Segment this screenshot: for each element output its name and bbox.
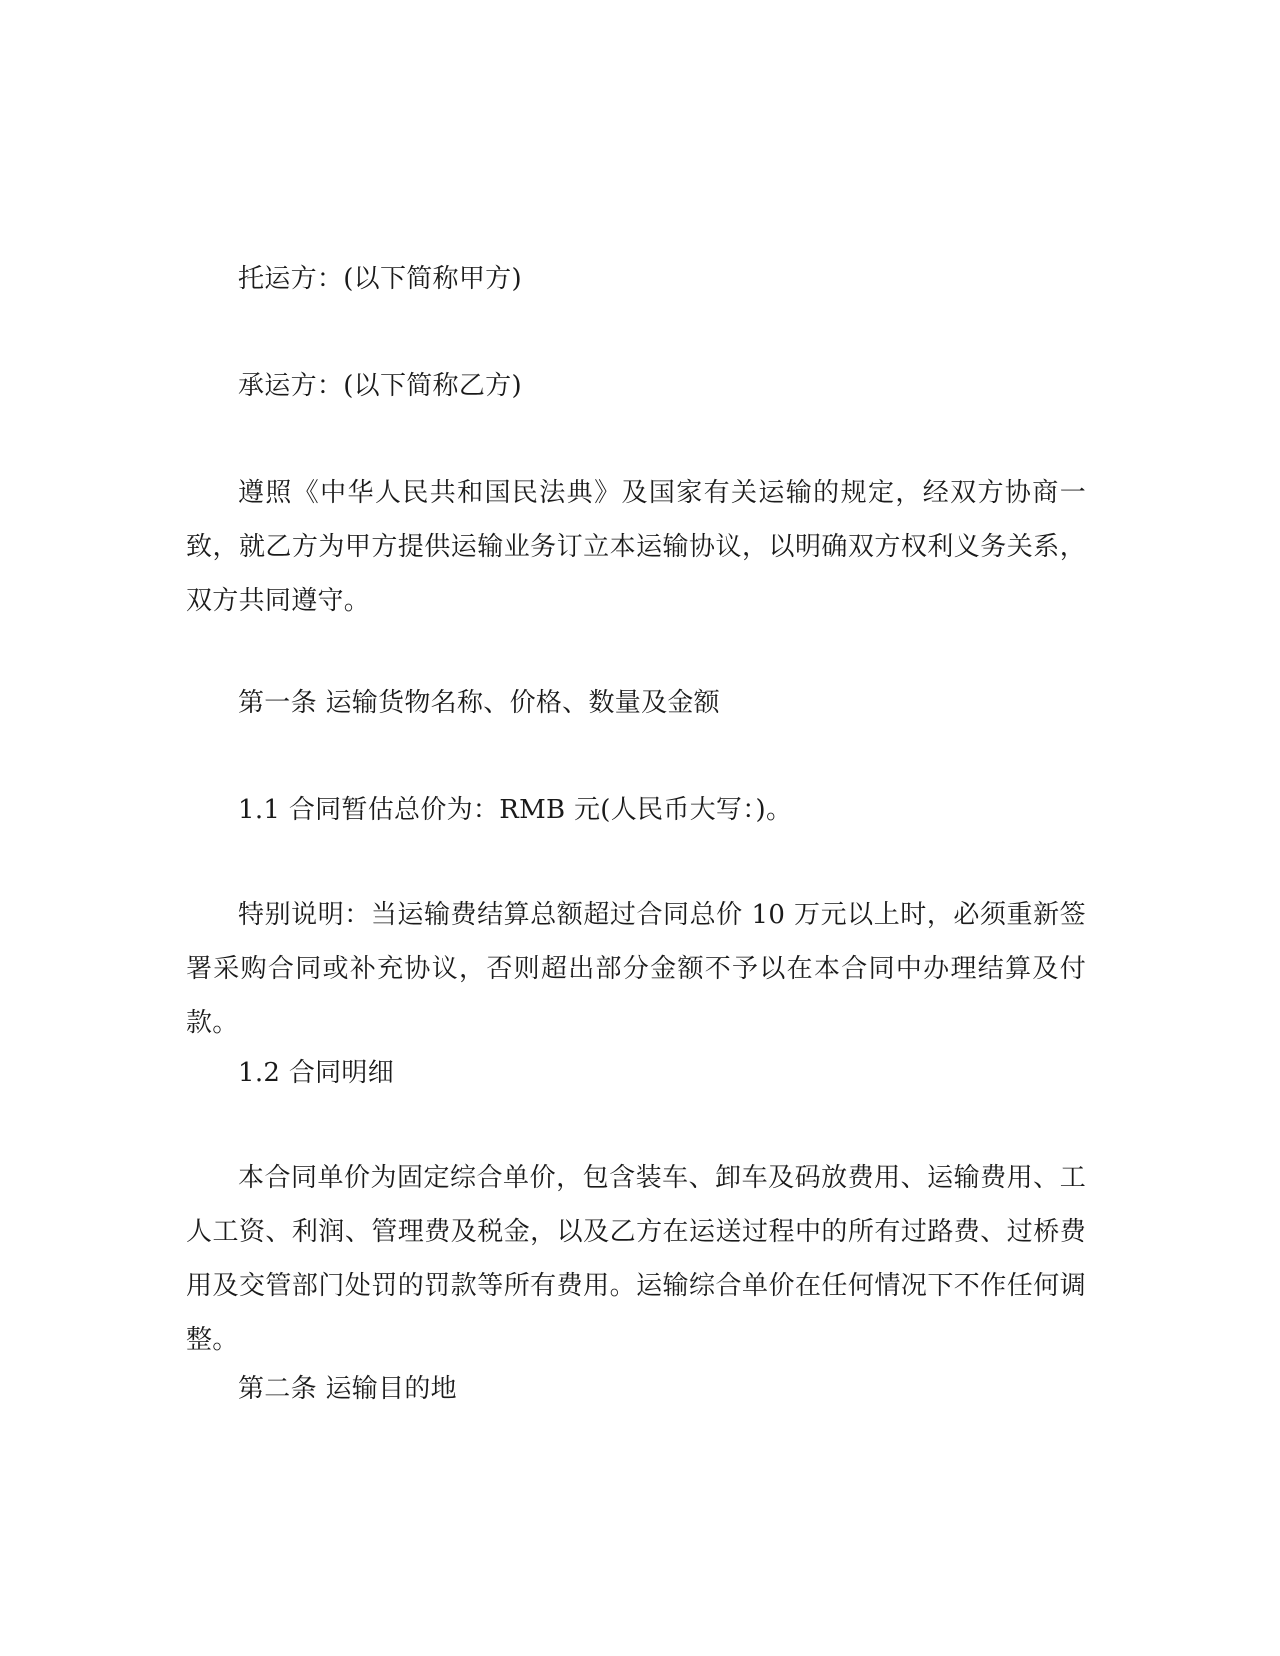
special-note-paragraph: 特别说明：当运输费结算总额超过合同总价 10 万元以上时，必须重新签署采购合同或补充协议，否则超出部分金额不予以在本合同中办理结算及付款。 [186, 900, 1086, 1038]
article-2-heading: 第二条 运输目的地 [238, 1374, 457, 1404]
carrier-line: 承运方：(以下简称乙方) [238, 371, 522, 401]
article-1-heading: 第一条 运输货物名称、价格、数量及金额 [238, 688, 720, 718]
unit-price-paragraph: 本合同单价为固定综合单价，包含装车、卸车及码放费用、运输费用、工人工资、利润、管理费及税金，以及乙方在运送过程中的所有过路费、过桥费用及交管部门处罚的罚款等所有费用。运输综合单价在任何情况下不作任何调整。 [186, 1163, 1086, 1355]
clause-1-1: 1.1 合同暂估总价为：RMB 元(人民币大写：)。 [238, 795, 793, 825]
shipper-line: 托运方：(以下简称甲方) [238, 264, 522, 294]
clause-1-2-heading: 1.2 合同明细 [238, 1058, 395, 1088]
preamble-paragraph: 遵照《中华人民共和国民法典》及国家有关运输的规定，经双方协商一致，就乙方为甲方提供运输业务订立本运输协议，以明确双方权利义务关系，双方共同遵守。 [186, 478, 1086, 616]
